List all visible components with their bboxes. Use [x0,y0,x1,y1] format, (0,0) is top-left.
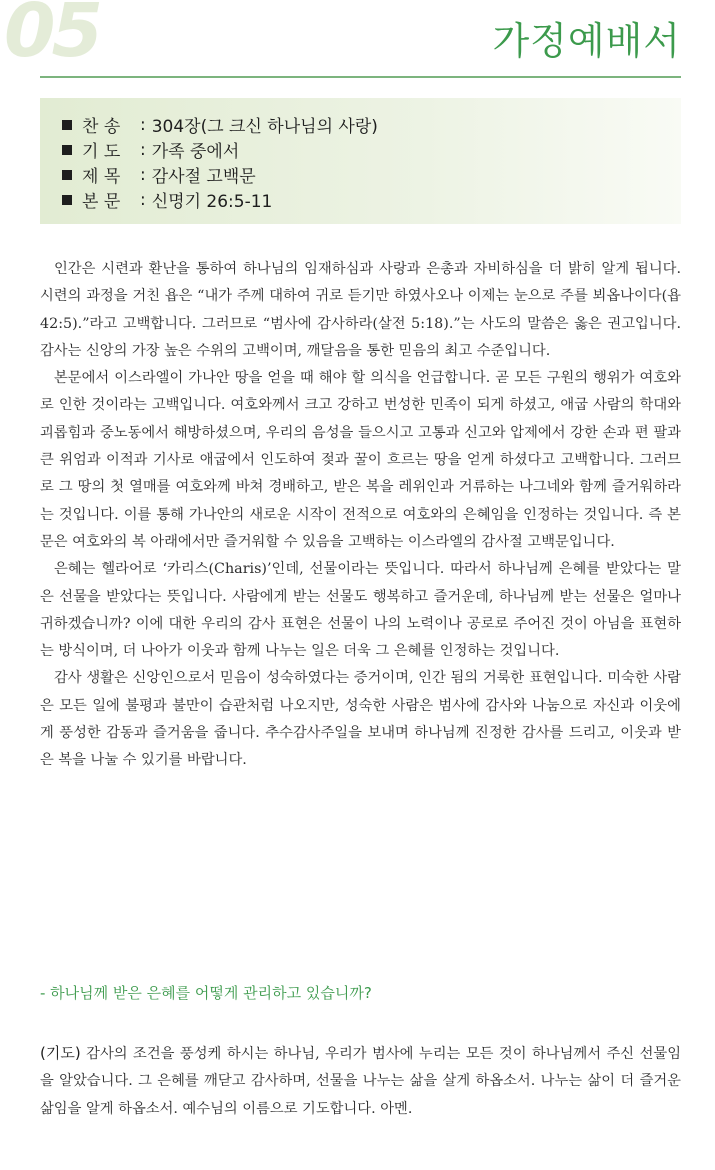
info-separator: : [140,114,146,135]
page-number: 05 [4,0,99,74]
worship-info-box [40,98,681,224]
info-row-scripture [62,187,681,212]
info-separator: : [140,164,146,185]
info-label: 찬 송 [82,117,121,137]
square-bullet-icon [62,120,72,130]
body-paragraph: 본문에서 이스라엘이 가나안 땅을 얻을 때 해야 할 의식을 언급합니다. 곧 모든 구원의 행위가 여호와로 인한 것이라는 고백입니다. 여호와께서 크고 강하고 번성한 민족이 되게 하셨고, 애굽 사람의 학대와 괴롭힘과 중노동에서 해방하셨으며, 우리의 음성을 들으시고 고통과 신고와 압제에서 강한 손과 편 팔과 큰 위엄과 이적과 기사로 애굽에서 인도하여 젖과 꿀이 흐르는 땅을 얻게 하셨다고 고백합니다. 그러므로 그 땅의 첫 열매를 여호와께 바쳐 경배하고, 받은 복을 레위인과 거류하는 나그네와 함께 즐거워하라는 것입니다. 이를 통해 가나안의 새로운 시작이 전적으로 여호와의 은혜임을 인정하는 것입니다. 즉 본문은 여호와의 복 아래에서만 즐거워할 수 있음을 고백하는 이스라엘의 감사절 고백문입니다. [40,370,681,550]
body-paragraph: 감사 생활은 신앙인으로서 믿음이 성숙하였다는 증거이며, 인간 됨의 거룩한 표현입니다. 미숙한 사람은 모든 일에 불평과 불만이 습관처럼 나오지만, 성숙한 사람은 범사에 감사와 나눔으로 자신과 이웃에게 풍성한 감동과 즐거움을 줍니다. 추수감사주일을 보내며 하나님께 진정한 감사를 드리고, 이웃과 받은 복을 나눌 수 있기를 바랍니다. [40,670,681,769]
info-value: 신명기 26:5-11 [151,192,273,212]
body-paragraph: 은혜는 헬라어로 ‘카리스(Charis)’인데, 선물이라는 뜻입니다. 따라서 하나님께 은혜를 받았다는 말은 선물을 받았다는 뜻입니다. 사람에게 받는 선물도 행복하고 즐거운데, 하나님께 받는 선물은 얼마나 귀하겠습니까? 이에 대한 우리의 감사 표현은 선물이 나의 노력이나 공로로 주어진 것이 아님을 표현하는 방식이며, 더 나아가 이웃과 함께 나누는 일은 더욱 그 은혜를 인정하는 것입니다. [40,561,681,660]
info-separator: : [140,139,146,160]
square-bullet-icon [62,170,72,180]
reflection-question: - 하나님께 받은 은혜를 어떻게 관리하고 있습니까? [40,984,372,1002]
square-bullet-icon [62,145,72,155]
closing-prayer [40,1040,681,1123]
prayer-label: (기도) [40,1044,81,1062]
sermon-body [40,256,681,775]
info-row-hymn [62,112,681,137]
prayer-text: 감사의 조건을 풍성케 하시는 하나님, 우리가 범사에 누리는 모든 것이 하나님께서 주신 선물임을 알았습니다. 그 은혜를 깨닫고 감사하며, 선물을 나누는 삶을 살게 하옵소서. 나누는 삶이 더 즐거운 삶임을 알게 하옵소서. 예수님의 이름으로 기도합니다. 아멘. [40,1046,682,1117]
info-row-subject [62,162,681,187]
info-value: 감사절 고백문 [151,167,256,187]
body-paragraph: 인간은 시련과 환난을 통하여 하나님의 임재하심과 사랑과 은총과 자비하심을 더 밝히 알게 됩니다. 시련의 과정을 거친 욥은 “내가 주께 대하여 귀로 듣기만 하였사오나 이제는 눈으로 주를 뵈옵나이다(욥 42:5).”라고 고백합니다. 그러므로 “범사에 감사하라(살전 5:18).”는 사도의 말씀은 옳은 권고입니다. 감사는 신앙의 가장 높은 수위의 고백이며, 깨달음을 통한 믿음의 최고 수준입니다. [40,261,681,359]
info-label: 본 문 [82,192,121,212]
info-value: 가족 중에서 [151,142,240,162]
info-row-prayer [62,137,681,162]
info-label: 제 목 [82,167,121,187]
square-bullet-icon [62,195,72,205]
info-label: 기 도 [82,142,121,162]
info-separator: : [140,189,146,210]
header-divider [40,76,681,78]
page-title: 가정예배서 [492,19,681,63]
info-value: 304장(그 크신 하나님의 사랑) [151,117,378,137]
